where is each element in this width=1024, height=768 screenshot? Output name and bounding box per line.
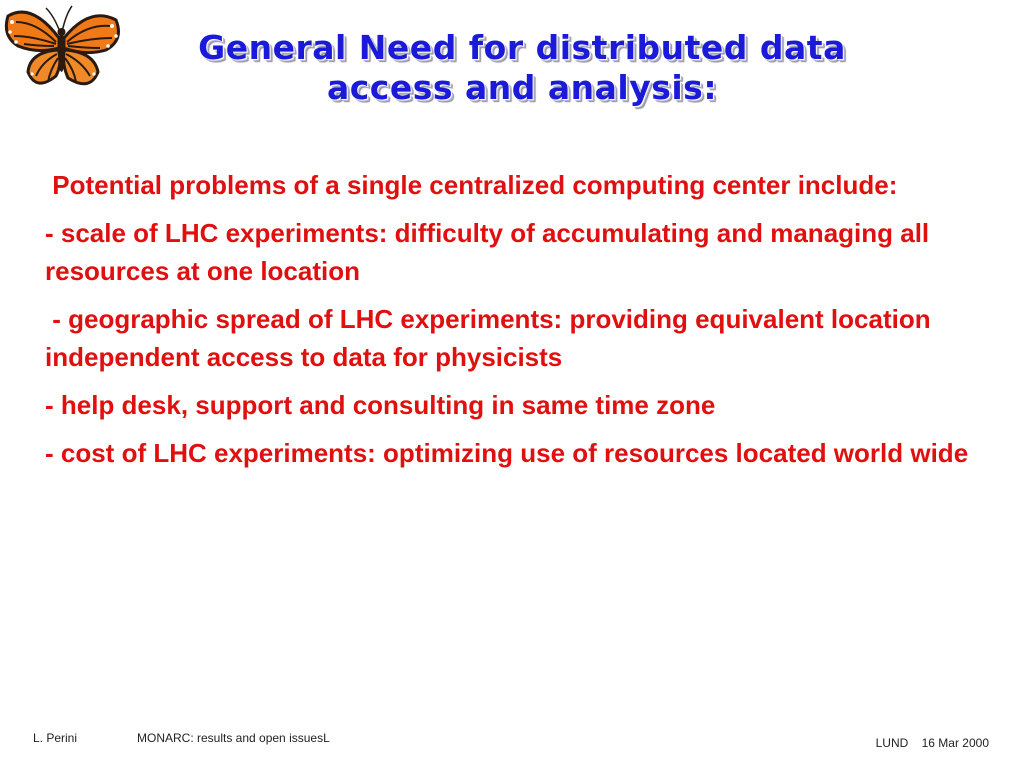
footer-author: L. Perini — [33, 731, 78, 745]
butterfly-logo — [2, 2, 124, 94]
body-paragraph-helpdesk: - help desk, support and consulting in same time zone — [45, 390, 716, 420]
slide-title-line-2: access and analysis: — [326, 68, 718, 107]
footer-talk-title: MONARC: results and open issuesL — [137, 731, 330, 745]
slide-title-line-1: General Need for distributed data — [198, 28, 846, 67]
butterfly-icon — [2, 2, 124, 94]
body-paragraph-intro: Potential problems of a single centralized computing center include: — [45, 170, 898, 200]
slide-body — [45, 166, 985, 482]
body-paragraph-cost: - cost of LHC experiments: optimizing use of resources located world wide — [45, 438, 969, 468]
body-paragraph-scale: - scale of LHC experiments: difficulty of accumulating and managing all resources at one location — [45, 218, 937, 286]
slide-title — [130, 28, 914, 108]
footer-place-date: LUND 16 Mar 2000 — [875, 736, 989, 750]
body-paragraph-geography: - geographic spread of LHC experiments: providing equivalent location independent access to data for physicists — [45, 304, 938, 372]
